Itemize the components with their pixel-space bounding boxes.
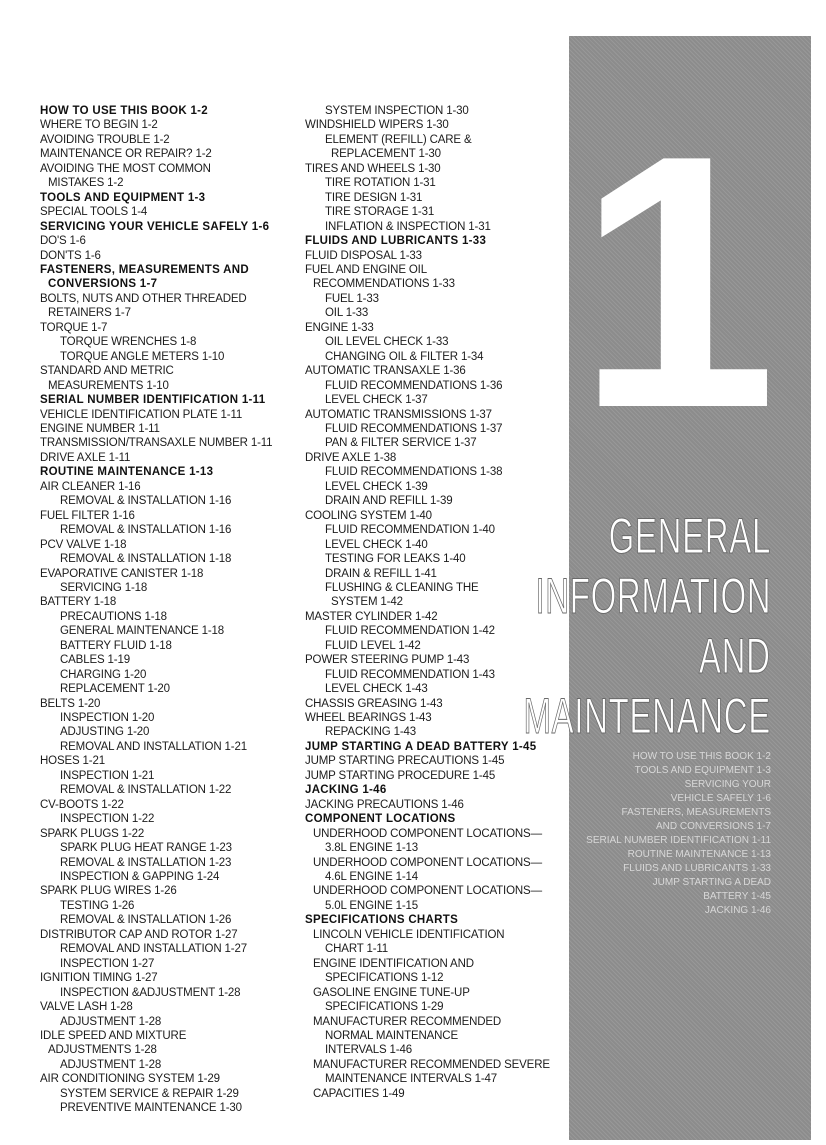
toc-entry: ELEMENT (REFILL) CARE & bbox=[325, 133, 472, 146]
chapter-section-item: HOW TO USE THIS BOOK 1-2 bbox=[632, 751, 771, 762]
toc-section-heading: CONVERSIONS 1-7 bbox=[48, 278, 158, 291]
chapter-section-item: FASTENERS, MEASUREMENTS bbox=[621, 807, 771, 818]
toc-entry: ENGINE 1-33 bbox=[305, 321, 374, 334]
toc-entry: MANUFACTURER RECOMMENDED bbox=[313, 1015, 502, 1028]
toc-entry: TESTING FOR LEAKS 1-40 bbox=[325, 553, 466, 566]
toc-entry: AVOIDING TROUBLE 1-2 bbox=[40, 133, 170, 146]
chapter-section-item: JACKING 1-46 bbox=[704, 905, 771, 916]
toc-entry: JUMP STARTING PRECAUTIONS 1-45 bbox=[305, 755, 505, 768]
toc-entry: GASOLINE ENGINE TUNE-UP bbox=[313, 986, 470, 999]
toc-entry: MEASUREMENTS 1-10 bbox=[48, 379, 169, 392]
toc-section-heading: COMPONENT LOCATIONS bbox=[305, 813, 456, 826]
toc-entry: FLUID RECOMMENDATIONS 1-36 bbox=[325, 379, 503, 392]
chapter-section-item: BATTERY 1-45 bbox=[703, 891, 771, 902]
toc-entry: POWER STEERING PUMP 1-43 bbox=[305, 654, 470, 667]
toc-entry: SYSTEM 1-42 bbox=[331, 596, 403, 609]
toc-entry: LEVEL CHECK 1-37 bbox=[325, 394, 428, 407]
toc-entry: UNDERHOOD COMPONENT LOCATIONS— bbox=[313, 827, 542, 840]
toc-entry: INSPECTION 1-20 bbox=[60, 712, 155, 725]
toc-entry: SYSTEM INSPECTION 1-30 bbox=[325, 105, 469, 117]
toc-entry: MASTER CYLINDER 1-42 bbox=[305, 610, 438, 623]
toc-entry: INSPECTION 1-27 bbox=[60, 957, 155, 970]
toc-entry: 5.0L ENGINE 1-15 bbox=[325, 899, 419, 912]
toc-entry: SPECIFICATIONS 1-29 bbox=[325, 1001, 444, 1014]
chapter-number: 1 bbox=[576, 81, 767, 483]
toc-entry: FLUID RECOMMENDATION 1-42 bbox=[325, 625, 495, 638]
toc-entry: PAN & FILTER SERVICE 1-37 bbox=[325, 437, 477, 450]
toc-entry: TESTING 1-26 bbox=[60, 899, 135, 912]
toc-entry: REMOVAL & INSTALLATION 1-16 bbox=[60, 495, 232, 508]
chapter-section-item: TOOLS AND EQUIPMENT 1-3 bbox=[634, 765, 771, 776]
toc-entry: ADJUSTMENTS 1-28 bbox=[48, 1044, 157, 1057]
toc-entry: ADJUSTMENT 1-28 bbox=[60, 1058, 162, 1071]
toc-entry: COOLING SYSTEM 1-40 bbox=[305, 509, 432, 522]
toc-section-heading: TOOLS AND EQUIPMENT 1-3 bbox=[40, 191, 206, 204]
toc-section-heading: SPECIFICATIONS CHARTS bbox=[305, 914, 459, 927]
toc-entry: FLUID RECOMMENDATIONS 1-38 bbox=[325, 466, 503, 479]
toc-entry: FUEL 1-33 bbox=[325, 292, 379, 305]
toc-entry: RETAINERS 1-7 bbox=[48, 307, 131, 320]
toc-entry: MANUFACTURER RECOMMENDED SEVERE bbox=[313, 1058, 550, 1071]
chapter-title-line: INFORMATION bbox=[535, 568, 771, 624]
chapter-title-line: AND bbox=[699, 628, 771, 684]
toc-entry: REMOVAL & INSTALLATION 1-22 bbox=[60, 784, 232, 797]
toc-entry: CHARGING 1-20 bbox=[60, 668, 147, 681]
toc-entry: DRAIN AND REFILL 1-39 bbox=[325, 495, 453, 508]
toc-entry: ENGINE NUMBER 1-11 bbox=[40, 422, 160, 435]
toc-entry: UNDERHOOD COMPONENT LOCATIONS— bbox=[313, 856, 542, 869]
toc-entry: JACKING PRECAUTIONS 1-46 bbox=[305, 798, 464, 811]
toc-section-heading: JUMP STARTING A DEAD BATTERY 1-45 bbox=[305, 740, 537, 753]
toc-entry: CABLES 1-19 bbox=[60, 654, 130, 667]
toc-entry: SPARK PLUG WIRES 1-26 bbox=[40, 885, 177, 898]
toc-entry: BOLTS, NUTS AND OTHER THREADED bbox=[40, 292, 247, 305]
toc-entry: TRANSMISSION/TRANSAXLE NUMBER 1-11 bbox=[40, 437, 273, 450]
toc-entry: JUMP STARTING PROCEDURE 1-45 bbox=[305, 769, 496, 782]
toc-entry: REPLACEMENT 1-30 bbox=[331, 148, 441, 161]
toc-entry: TORQUE ANGLE METERS 1-10 bbox=[60, 350, 225, 363]
toc-entry: PCV VALVE 1-18 bbox=[40, 538, 127, 551]
toc-section-heading: ROUTINE MAINTENANCE 1-13 bbox=[40, 466, 214, 479]
chapter-sidebar bbox=[523, 36, 811, 1140]
toc-entry: INSPECTION 1-21 bbox=[60, 769, 155, 782]
toc-entry: SPARK PLUG HEAT RANGE 1-23 bbox=[60, 842, 232, 855]
toc-entry: IGNITION TIMING 1-27 bbox=[40, 972, 158, 985]
toc-entry: FLUID RECOMMENDATIONS 1-37 bbox=[325, 422, 503, 435]
toc-entry: MISTAKES 1-2 bbox=[48, 177, 124, 190]
toc-entry: SERVICING 1-18 bbox=[60, 581, 148, 594]
toc-entry: AVOIDING THE MOST COMMON bbox=[40, 162, 211, 175]
toc-right-column bbox=[305, 104, 567, 1101]
toc-entry: AIR CONDITIONING SYSTEM 1-29 bbox=[40, 1073, 220, 1086]
chapter-title-line: GENERAL bbox=[608, 508, 771, 564]
toc-entry: PREVENTIVE MAINTENANCE 1-30 bbox=[60, 1102, 242, 1115]
toc-entry: WINDSHIELD WIPERS 1-30 bbox=[305, 119, 449, 132]
toc-entry: 4.6L ENGINE 1-14 bbox=[325, 871, 419, 884]
toc-entry: INSPECTION &ADJUSTMENT 1-28 bbox=[60, 986, 241, 999]
toc-entry: RECOMMENDATIONS 1-33 bbox=[313, 278, 455, 291]
toc-entry: AIR CLEANER 1-16 bbox=[40, 480, 141, 493]
toc-entry: REMOVAL & INSTALLATION 1-16 bbox=[60, 524, 232, 537]
toc-entry: REPACKING 1-43 bbox=[325, 726, 416, 739]
toc-section-heading: SERIAL NUMBER IDENTIFICATION 1-11 bbox=[40, 394, 266, 407]
toc-entry: IDLE SPEED AND MIXTURE bbox=[40, 1030, 187, 1042]
toc-entry: TORQUE WRENCHES 1-8 bbox=[60, 336, 197, 349]
toc-entry: CV-BOOTS 1-22 bbox=[40, 798, 124, 811]
toc-section-heading: SERVICING YOUR VEHICLE SAFELY 1-6 bbox=[40, 220, 270, 233]
toc-entry: FLUID LEVEL 1-42 bbox=[325, 639, 421, 652]
toc-entry: DO'S 1-6 bbox=[40, 235, 86, 248]
toc-entry: FUEL FILTER 1-16 bbox=[40, 509, 135, 522]
toc-entry: BATTERY FLUID 1-18 bbox=[60, 639, 172, 652]
toc-section-heading: FASTENERS, MEASUREMENTS AND bbox=[40, 263, 249, 276]
toc-entry: OIL LEVEL CHECK 1-33 bbox=[325, 336, 449, 349]
toc-entry: INSPECTION & GAPPING 1-24 bbox=[60, 871, 220, 884]
toc-entry: OIL 1-33 bbox=[325, 307, 369, 320]
toc-entry: ENGINE IDENTIFICATION AND bbox=[313, 957, 474, 970]
toc-entry: CAPACITIES 1-49 bbox=[313, 1087, 405, 1100]
toc-entry: FLUID RECOMMENDATION 1-43 bbox=[325, 668, 495, 681]
toc-entry: AUTOMATIC TRANSAXLE 1-36 bbox=[305, 365, 466, 378]
chapter-section-item: VEHICLE SAFELY 1-6 bbox=[670, 793, 771, 804]
toc-entry: MAINTENANCE INTERVALS 1-47 bbox=[325, 1073, 498, 1086]
toc-entry: REPLACEMENT 1-20 bbox=[60, 683, 170, 696]
toc-entry: LEVEL CHECK 1-39 bbox=[325, 480, 428, 493]
toc-entry: FUEL AND ENGINE OIL bbox=[305, 263, 427, 276]
toc-entry: DISTRIBUTOR CAP AND ROTOR 1-27 bbox=[40, 928, 238, 941]
toc-section-heading: HOW TO USE THIS BOOK 1-2 bbox=[40, 105, 209, 117]
toc-entry: LEVEL CHECK 1-43 bbox=[325, 683, 428, 696]
toc-section-heading: FLUIDS AND LUBRICANTS 1-33 bbox=[305, 235, 487, 248]
toc-entry: CHASSIS GREASING 1-43 bbox=[305, 697, 443, 710]
chapter-section-item: SERVICING YOUR bbox=[684, 779, 771, 790]
toc-section-heading: JACKING 1-46 bbox=[305, 784, 387, 797]
toc-entry: TIRES AND WHEELS 1-30 bbox=[305, 162, 441, 175]
toc-entry: SPARK PLUGS 1-22 bbox=[40, 827, 145, 840]
toc-entry: DRIVE AXLE 1-11 bbox=[40, 451, 131, 464]
toc-entry: CHART 1-11 bbox=[325, 943, 389, 956]
toc-entry: ADJUSTING 1-20 bbox=[60, 726, 150, 739]
toc-entry: BATTERY 1-18 bbox=[40, 596, 117, 609]
toc-entry: DRIVE AXLE 1-38 bbox=[305, 451, 397, 464]
toc-entry: SPECIFICATIONS 1-12 bbox=[325, 972, 444, 985]
toc-entry: FLUID DISPOSAL 1-33 bbox=[305, 249, 422, 262]
toc-entry: REMOVAL AND INSTALLATION 1-21 bbox=[60, 740, 247, 753]
toc-entry: DON'TS 1-6 bbox=[40, 249, 101, 262]
toc-entry: MAINTENANCE OR REPAIR? 1-2 bbox=[40, 148, 212, 161]
toc-entry: INTERVALS 1-46 bbox=[325, 1044, 412, 1057]
toc-entry: INFLATION & INSPECTION 1-31 bbox=[325, 220, 491, 233]
toc-entry: LEVEL CHECK 1-40 bbox=[325, 538, 428, 551]
toc-entry: PRECAUTIONS 1-18 bbox=[60, 610, 167, 623]
toc-entry: HOSES 1-21 bbox=[40, 755, 105, 768]
toc-entry: SPECIAL TOOLS 1-4 bbox=[40, 206, 148, 219]
chapter-section-item: SERIAL NUMBER IDENTIFICATION 1-11 bbox=[586, 835, 771, 846]
toc-entry: TIRE DESIGN 1-31 bbox=[325, 191, 423, 204]
toc-entry: EVAPORATIVE CANISTER 1-18 bbox=[40, 567, 204, 580]
toc-entry: REMOVAL AND INSTALLATION 1-27 bbox=[60, 943, 247, 956]
chapter-section-item: ROUTINE MAINTENANCE 1-13 bbox=[627, 849, 771, 860]
toc-entry: VEHICLE IDENTIFICATION PLATE 1-11 bbox=[40, 408, 243, 421]
toc-entry: REMOVAL & INSTALLATION 1-18 bbox=[60, 553, 232, 566]
toc-entry: CHANGING OIL & FILTER 1-34 bbox=[325, 350, 484, 363]
toc-entry: NORMAL MAINTENANCE bbox=[325, 1030, 458, 1042]
toc-entry: VALVE LASH 1-28 bbox=[40, 1001, 133, 1014]
toc-entry: AUTOMATIC TRANSMISSIONS 1-37 bbox=[305, 408, 492, 421]
toc-entry: BELTS 1-20 bbox=[40, 697, 101, 710]
toc-entry: FLUID RECOMMENDATION 1-40 bbox=[325, 524, 495, 537]
toc-entry: ADJUSTMENT 1-28 bbox=[60, 1015, 162, 1028]
toc-entry: LINCOLN VEHICLE IDENTIFICATION bbox=[313, 928, 505, 941]
toc-entry: UNDERHOOD COMPONENT LOCATIONS— bbox=[313, 885, 542, 898]
toc-entry: FLUSHING & CLEANING THE bbox=[325, 581, 479, 594]
toc-entry: WHERE TO BEGIN 1-2 bbox=[40, 119, 158, 132]
toc-entry: STANDARD AND METRIC bbox=[40, 365, 174, 378]
chapter-section-list bbox=[541, 750, 771, 918]
toc-entry: TIRE STORAGE 1-31 bbox=[325, 206, 435, 219]
chapter-section-item: JUMP STARTING A DEAD bbox=[652, 877, 771, 888]
toc-entry: TIRE ROTATION 1-31 bbox=[325, 177, 436, 190]
chapter-section-item: AND CONVERSIONS 1-7 bbox=[655, 821, 771, 832]
toc-entry: SYSTEM SERVICE & REPAIR 1-29 bbox=[60, 1087, 239, 1100]
chapter-title-line: MAINTENANCE bbox=[523, 688, 771, 744]
toc-entry: REMOVAL & INSTALLATION 1-26 bbox=[60, 914, 232, 927]
toc-entry: 3.8L ENGINE 1-13 bbox=[325, 842, 419, 855]
toc-entry: GENERAL MAINTENANCE 1-18 bbox=[60, 625, 225, 638]
toc-entry: INSPECTION 1-22 bbox=[60, 813, 155, 826]
toc-entry: TORQUE 1-7 bbox=[40, 321, 108, 334]
toc-entry: DRAIN & REFILL 1-41 bbox=[325, 567, 437, 580]
toc-entry: REMOVAL & INSTALLATION 1-23 bbox=[60, 856, 232, 869]
toc-left-column bbox=[40, 104, 302, 1116]
chapter-section-item: FLUIDS AND LUBRICANTS 1-33 bbox=[623, 863, 771, 874]
toc-entry: WHEEL BEARINGS 1-43 bbox=[305, 712, 432, 725]
